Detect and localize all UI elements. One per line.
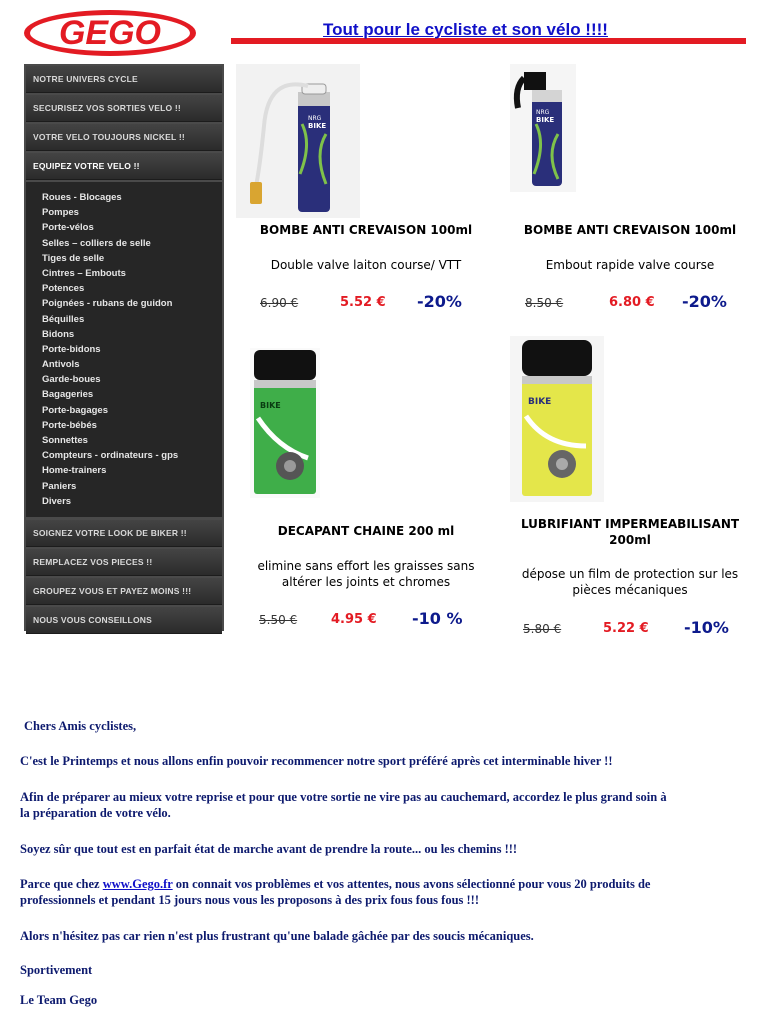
subnav-item[interactable]: Poignées - rubans de guidon	[42, 298, 173, 310]
subnav-item[interactable]: Garde-boues	[42, 374, 101, 386]
product-3-name[interactable]: DECAPANT CHAINE 200 ml	[277, 524, 455, 538]
sidebar-subnav	[26, 182, 222, 517]
product-3-discount: -10 %	[412, 609, 463, 628]
product-4-name-line2[interactable]: 200ml	[609, 533, 651, 547]
sidebar-item-nous-vous-conseillons[interactable]: NOUS VOUS CONSEILLONS	[26, 607, 222, 634]
product-3-new-price: 4.95 €	[331, 612, 377, 627]
letter-paragraph-1: C'est le Printemps et nous allons enfin pouvoir recommencer notre sport préféré après cet interminable hiver !!	[20, 754, 613, 768]
letter-paragraph-2-line2: la préparation de votre vélo.	[20, 806, 171, 820]
sidebar-item-velo-toujours-nickel[interactable]: VOTRE VELO TOUJOURS NICKEL !!	[26, 124, 222, 151]
subnav-item[interactable]: Paniers	[42, 480, 77, 492]
letter-p4-prefix: Parce que chez	[20, 877, 103, 891]
product-4-description-line1: dépose un film de protection sur les	[521, 567, 739, 581]
letter-paragraph-5: Alors n'hésitez pas car rien n'est plus frustrant qu'une balade gâchée par des soucis mécaniques.	[20, 929, 534, 943]
subnav-item[interactable]: Porte-bagages	[42, 404, 108, 416]
subnav-item[interactable]: Sonnettes	[42, 435, 88, 446]
subnav-item[interactable]: Compteurs - ordinateurs - gps	[42, 450, 179, 462]
subnav-item[interactable]: Pompes	[42, 207, 79, 219]
letter-paragraph-3: Soyez sûr que tout est en parfait état de marche avant de prendre la route... ou les chemins !!!	[20, 842, 518, 856]
sidebar-item-securisez-vos-sorties[interactable]: SECURISEZ VOS SORTIES VELO !!	[26, 95, 222, 122]
product-2-discount: -20%	[682, 292, 727, 311]
product-4-new-price: 5.22 €	[603, 621, 649, 636]
tagline-link[interactable]: Tout pour le cycliste et son vélo !!!!	[323, 20, 608, 39]
subnav-item[interactable]: Bidons	[42, 328, 75, 340]
subnav-item[interactable]: Potences	[42, 283, 85, 295]
letter-greeting: Chers Amis cyclistes,	[24, 719, 137, 733]
letter-paragraph-4-line2: professionnels et pendant 15 jours nous vous les proposons à des prix fous fous fous !!!	[20, 893, 479, 907]
subnav-item[interactable]: Roues - Blocages	[42, 192, 122, 203]
sidebar-item-remplacez-vos-pieces[interactable]: REMPLACEZ VOS PIECES !!	[26, 549, 222, 576]
gego-website-link[interactable]: www.Gego.fr	[102, 877, 173, 891]
sidebar-item-groupez-vous[interactable]: GROUPEZ VOUS ET PAYEZ MOINS !!!	[26, 578, 222, 605]
product-1-old-price: 6.90 €	[260, 296, 299, 310]
subnav-item[interactable]: Antivols	[42, 359, 80, 371]
svg-text:NRG: NRG	[308, 115, 322, 122]
subnav-item[interactable]: Porte-vélos	[42, 222, 94, 234]
product-1-description: Double valve laiton course/ VTT	[270, 258, 462, 272]
product-4-old-price: 5.80 €	[523, 622, 562, 636]
sidebar-item-notre-univers-cycle[interactable]: NOTRE UNIVERS CYCLE	[26, 66, 222, 93]
subnav-item[interactable]: Béquilles	[42, 313, 85, 325]
svg-text:NRG: NRG	[536, 109, 550, 116]
letter-signoff: Sportivement	[20, 963, 93, 977]
product-3-old-price: 5.50 €	[259, 613, 298, 627]
product-3-description-line1: elimine sans effort les graisses sans	[257, 559, 475, 573]
product-image-anti-crevaison-tube[interactable]	[236, 64, 360, 218]
subnav-item[interactable]: Home-trainers	[42, 465, 107, 477]
product-image-anti-crevaison-embout[interactable]	[510, 64, 576, 192]
subnav-item[interactable]: Divers	[42, 495, 72, 507]
product-4-name-line1[interactable]: LUBRIFIANT IMPERMEABILISANT	[520, 517, 740, 531]
product-2-name[interactable]: BOMBE ANTI CREVAISON 100ml	[523, 223, 737, 237]
product-image-decapant-chaine[interactable]	[250, 348, 320, 498]
product-2-old-price: 8.50 €	[525, 296, 564, 310]
subnav-item[interactable]: Tiges de selle	[42, 252, 105, 264]
product-1-discount: -20%	[417, 292, 462, 311]
sidebar-item-soignez-votre-look[interactable]: SOIGNEZ VOTRE LOOK DE BIKER !!	[26, 520, 222, 547]
subnav-item[interactable]: Porte-bidons	[42, 343, 101, 355]
product-2-description: Embout rapide valve course	[545, 258, 715, 272]
product-4-description-line2: pièces mécaniques	[572, 583, 688, 597]
svg-text:BIKE: BIKE	[308, 122, 327, 130]
letter-paragraph-2-line1: Afin de préparer au mieux votre reprise et pour que votre sortie ne vire pas au cauchemard, accordez le plus grand soin à	[20, 790, 667, 804]
gego-logo[interactable]	[22, 8, 198, 58]
product-4-discount: -10%	[684, 618, 729, 637]
product-1-new-price: 5.52 €	[340, 295, 386, 310]
subnav-item[interactable]: Selles – colliers de selle	[42, 237, 151, 249]
subnav-item[interactable]: Bagageries	[42, 389, 94, 401]
svg-text:BIKE: BIKE	[536, 116, 555, 124]
subnav-item[interactable]: Cintres – Embouts	[42, 267, 126, 279]
product-2-new-price: 6.80 €	[609, 295, 655, 310]
product-3-description-line2: altérer les joints et chromes	[281, 575, 451, 589]
product-1-name[interactable]: BOMBE ANTI CREVAISON 100ml	[259, 223, 473, 237]
svg-text:BIKE: BIKE	[528, 397, 552, 407]
letter-paragraph-4-line1	[20, 876, 760, 892]
svg-text:BIKE: BIKE	[260, 401, 281, 410]
product-image-lubrifiant[interactable]	[510, 336, 604, 502]
sidebar-nav	[24, 64, 224, 631]
letter-signature: Le Team Gego	[20, 993, 98, 1007]
letter-p4-suffix: on connait vos problèmes et vos attentes, nous avons sélectionné pour vous 20 produits de	[172, 877, 651, 891]
subnav-item[interactable]: Porte-bébés	[42, 419, 97, 431]
logo-text: GEGO	[58, 14, 162, 52]
sidebar-item-equipez-votre-velo[interactable]: EQUIPEZ VOTRE VELO !!	[26, 153, 222, 180]
